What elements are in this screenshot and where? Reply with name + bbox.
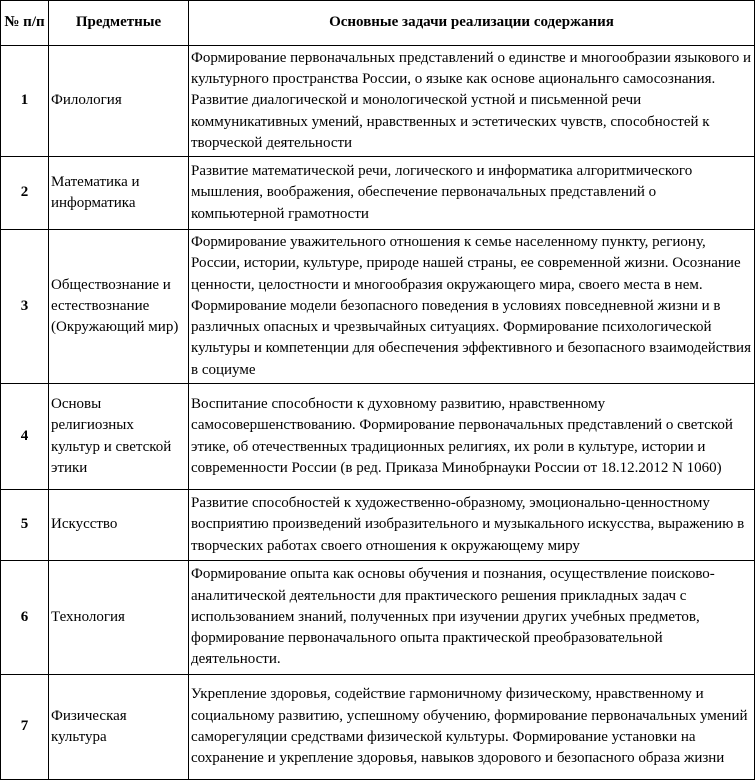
- row-tasks: Формирование первоначальных представлений о единстве и многообразии языкового и культурного пространства России, о языке как основе ациональнго самосознания. Развитие диалогической и монологической устной и письменной речи коммуникативных умений, нравственных и эстетических чувств, способностей к творческой деятельности: [189, 46, 755, 157]
- header-row: [1, 1, 755, 46]
- table-row: [1, 490, 755, 561]
- row-number: 6: [1, 561, 49, 675]
- row-tasks: Укрепление здоровья, содействие гармоничному физическому, нравственному и социальному развитию, успешному обучению, формирование первоначальных умений саморегуляции средствами физической культуры. Формирование установки на сохранение и укрепление здоровья, навыков здорового и безопасного образа жизни: [189, 675, 755, 780]
- row-tasks: Формирование уважительного отношения к семье населенному пункту, региону, России, истории, культуре, природе нашей страны, ее современной жизни. Осознание ценности, целостности и многообразия окружающего мира, своего места в нем. Формирование модели безопасного поведения в условиях повседневной жизни и в различных опасных и чрезвычайных ситуациях. Формирование психологической культуры и компетенции для обеспечения эффективного и безопасного взаимодействия в социуме: [189, 230, 755, 384]
- row-tasks: Развитие способностей к художественно-образному, эмоционально-ценностному восприятию произведений изобразительного и музыкального искусства, выражению в творческих работах своего отношения к окружающему миру: [189, 490, 755, 561]
- row-subject: Физическая культура: [49, 675, 189, 780]
- row-number: 2: [1, 157, 49, 230]
- table-row: [1, 230, 755, 384]
- header-subject: Предметные: [49, 1, 189, 46]
- row-tasks: Воспитание способности к духовному развитию, нравственному самосовершенствованию. Формирование первоначальных представлений о светской этике, об отечественных традиционных религиях, их роли в культуре, истории и современности России (в ред. Приказа Минобрнауки России от 18.12.2012 N 1060): [189, 384, 755, 490]
- row-number: 1: [1, 46, 49, 157]
- row-subject: Основы религиозных культур и светской этики: [49, 384, 189, 490]
- table-row: [1, 675, 755, 780]
- row-subject: Технология: [49, 561, 189, 675]
- row-number: 3: [1, 230, 49, 384]
- row-subject: Филология: [49, 46, 189, 157]
- row-number: 4: [1, 384, 49, 490]
- row-subject: Искусство: [49, 490, 189, 561]
- table-row: [1, 384, 755, 490]
- table-row: [1, 157, 755, 230]
- header-number: № п/п: [1, 1, 49, 46]
- row-subject: Математика и информатика: [49, 157, 189, 230]
- header-tasks: Основные задачи реализации содержания: [189, 1, 755, 46]
- row-number: 5: [1, 490, 49, 561]
- table-row: [1, 561, 755, 675]
- row-subject: Обществознание и естествознание (Окружающий мир): [49, 230, 189, 384]
- row-number: 7: [1, 675, 49, 780]
- table-row: [1, 46, 755, 157]
- row-tasks: Развитие математической речи, логического и информатика алгоритмического мышления, воображения, обеспечение первоначальных представлений о компьютерной грамотности: [189, 157, 755, 230]
- row-tasks: Формирование опыта как основы обучения и познания, осуществление поисково-аналитической деятельности для практического решения прикладных задач с использованием знаний, полученных при изучении других учебных предметов, формирование первоначального опыта практической преобразовательной деятельности.: [189, 561, 755, 675]
